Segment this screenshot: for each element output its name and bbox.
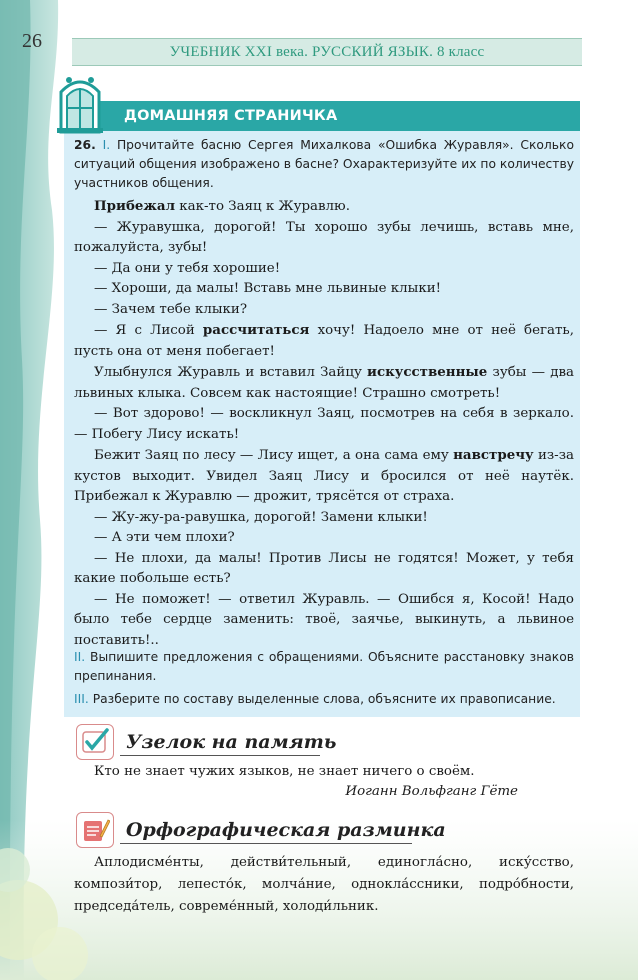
fable-fragment: Бежит Заяц по лесу — Лису ищет, а она сама ему <box>94 448 454 463</box>
section-title: ДОМАШНЯЯ СТРАНИЧКА <box>124 108 338 124</box>
task-roman-1: I. <box>102 138 111 152</box>
task-roman-3: III. <box>74 692 89 706</box>
running-header <box>72 38 582 66</box>
spelling-title: Орфографическая разминка <box>126 819 446 841</box>
fable-line: — Журавушка, дорогой! Ты хорошо зубы лечишь, вставь мне, пожалуйста, зубы! <box>74 219 574 255</box>
quote-text: Кто не знает чужих языков, не знает ничего о своём. <box>94 764 475 779</box>
task-roman-2: II. <box>74 650 86 664</box>
door-icon <box>55 74 105 134</box>
spelling-heading <box>76 812 446 848</box>
fable-fragment: — Я с Лисой <box>94 323 203 338</box>
fable-line: — Не плохи, да малы! Против Лисы не годятся! Может, у тебя какие побольше есть? <box>74 550 574 586</box>
fable-fragment: из-за кустов выходит. Увидел Заяц Лису и бросился от неё наутёк. Прибежал к Журавлю — дрожит, трясётся от страха. <box>74 448 574 504</box>
checkmark-icon <box>76 724 114 760</box>
fable-line <box>74 320 574 362</box>
fable-fragment: зубы — два львиных клыка. Совсем как настоящие! Страшно смотреть! <box>74 365 574 401</box>
fable-fragment: хочу! Надоело мне от неё бегать, пусть она от меня побегает! <box>74 323 574 359</box>
page-number: 26 <box>22 30 42 52</box>
highlighted-word: навстречу <box>453 447 534 463</box>
fable-fragment: Улыбнулся Журавль и вставил Зайцу <box>94 365 368 380</box>
fable-line: — Да они у тебя хорошие! <box>94 260 281 276</box>
running-header-text: УЧЕБНИК XXI века. РУССКИЙ ЯЗЫК. 8 класс <box>169 43 485 60</box>
task-2-text: Выпишите предложения с обращениями. Объясните расстановку знаков препинания. <box>74 650 574 683</box>
highlighted-word: рассчитаться <box>202 322 310 338</box>
fable-line: — А эти чем плохи? <box>94 530 235 545</box>
exercise-number: 26. <box>74 138 96 152</box>
fable-fragment: как-то Заяц к Журавлю. <box>175 199 350 214</box>
memo-heading <box>76 724 336 760</box>
fable-line: — Хороши, да малы! Вставь мне львиные клыки! <box>94 281 442 296</box>
task-2 <box>74 648 574 686</box>
task-3 <box>74 690 574 709</box>
fable-text <box>74 196 574 651</box>
highlighted-word: искусственные <box>367 364 488 380</box>
fable-line: — Жу-жу-ра-равушка, дорогой! Замени клыки! <box>94 509 428 525</box>
task-3-text: Разберите по составу выделенные слова, объясните их правописание. <box>92 692 556 706</box>
fable-line <box>74 362 574 404</box>
exercise-intro-text: Прочитайте басню Сергея Михалкова «Ошибка Журавля». Сколько ситуаций общения изображено в басне? Охарактеризуйте их по количеству участников общения. <box>74 138 574 190</box>
fable-line <box>74 196 574 218</box>
quote-author: Иоганн Вольфганг Гёте <box>345 784 518 799</box>
memo-quote <box>74 762 574 802</box>
section-banner <box>64 101 580 131</box>
pencil-notebook-icon <box>76 812 114 848</box>
spelling-words: Аплодисме́нты, действи́тельный, единогла́сно, иску́сство, компози́тор, лепесто́к, молча́ние, однокла́ссники, подро́бности, председа́тель, совреме́нный, холоди́льник. <box>74 855 574 914</box>
fable-line: — Вот здорово! — воскликнул Заяц, посмотрев на себя в зеркало. — Побегу Лису искать! <box>74 406 574 442</box>
fable-line: — Зачем тебе клыки? <box>94 301 248 317</box>
highlighted-word: Прибежал <box>94 198 176 214</box>
fable-line: — Не поможет! — ответил Журавль. — Ошибся я, Косой! Надо было тебе сердце заменить: твоё, заячье, выкинуть, а львиное поставить!.. <box>74 591 574 648</box>
exercise-intro <box>74 136 574 193</box>
memo-title: Узелок на память <box>126 731 337 753</box>
fable-line <box>74 445 574 508</box>
